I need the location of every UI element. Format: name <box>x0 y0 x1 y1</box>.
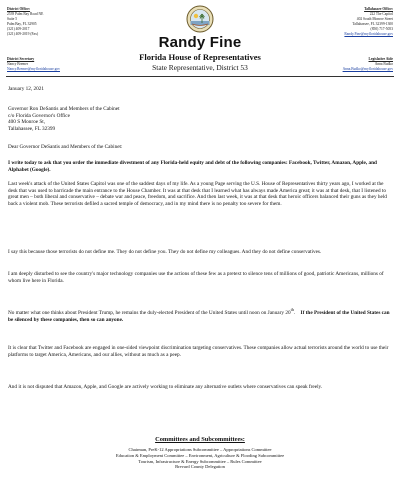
district-secretary-name: Nancy Bremer <box>7 61 29 66</box>
paragraph-president-bold: If the President of the United States can be silenced by these companies, then so can anyone. <box>8 310 390 323</box>
district-office-title: District Office: <box>7 7 31 11</box>
committee-line: Chairman, PreK-12 Appropriations Subcommittee – Appropriations Committee <box>128 447 272 452</box>
paragraph-terrorists: I say this because those terrorists do not define me. They do not define you. They do not define my colleagues. And they do not define conservatives. <box>8 249 322 256</box>
district-office-line: Palm Bay, FL 32905 <box>7 21 37 26</box>
legislative-aide-title: Legislative Aide <box>368 57 393 61</box>
paragraph-request: I write today to ask that you order the immediate divestment of any Florida-held equity and debt of the following companies: Facebook, Twitter, Amazon, Apple, and Alphabet (Google). <box>8 160 377 173</box>
paragraph-president: No matter what one thinks about President Trump, he remains the duly-elected President of the United States until noon on January 20th. If the President of the United States can be silenced by these companies, then so can anyone. <box>8 307 390 323</box>
address-line: 400 S Monroe St, <box>8 119 46 126</box>
tallahassee-office-line: Tallahassee, FL 32399-1300 <box>352 21 393 26</box>
recipient-address <box>8 106 392 132</box>
address-line: Governor Ron DeSantis and Members of the Cabinet <box>8 106 120 112</box>
chamber-name: Florida House of Representatives <box>139 52 261 62</box>
legislative-aide-email-link[interactable]: Anna.Budko@myfloridahouse.gov <box>342 66 393 71</box>
district-office-line: (321) 409-2017 <box>7 26 30 31</box>
committees-title: Committees and Subcommittees: <box>155 436 245 443</box>
committee-line: Education & Employment Committee – Environment, Agriculture & Flooding Subcommittee <box>115 452 285 458</box>
committee-line: Tourism, Infrastructure & Energy Subcommittee – Rules Committee <box>138 458 262 464</box>
letter-date: January 12, 2021 <box>8 86 45 92</box>
tallahassee-email-link[interactable]: Randy.Fine@myfloridahouse.gov <box>344 31 393 36</box>
paragraph-president-text: No matter what one thinks about President Trump, he remains the duly-elected President of the United States until noon on January 20 <box>8 310 291 316</box>
paragraph-capitol-attack: Last week's attack of the United States Capitol was one of the saddest days of my life. As a young Page serving the U.S. House of Representatives thirty years ago, I worked at the desk that was used to barricade the main entrance to the House Chamber. It was at that desk that I learned what has always made America great; it was at that desk, that I listened to great men – both liberal and conservative – debate war and peace, freedom, and sacrifice. And then last week, it was at that desk that heroic officers balanced their guns as they held back a violent mob. These terrorists defiled a sacred temple of democracy, and in my mind there is no penalty too severe for them. <box>8 181 387 208</box>
tallahassee-office-block <box>283 7 393 36</box>
tallahassee-office-title: Tallahassee Office: <box>364 7 393 11</box>
district-office-line: Suite 5 <box>7 16 18 21</box>
paragraph-president-sup: th <box>290 307 294 313</box>
district-secretary-email-link[interactable]: Nancy.Bremer@myfloridahouse.gov <box>7 66 60 71</box>
greeting: Dear Governor DeSantis and Members of the Cabinet: <box>8 144 123 150</box>
florida-house-seal-icon <box>186 5 214 33</box>
paragraph-viewpoint-discrimination: It is clear that Twitter and Facebook are engaged in one-sided viewpoint discrimination targeting conservatives. These companies allow actual terrorists around the world to use their platforms to target America, Americans, and our allies, without as much as a peep. <box>8 345 389 358</box>
district-secretary-title: District Secretary <box>7 57 35 61</box>
tallahassee-office-line: 222 The Capitol <box>369 11 393 16</box>
tallahassee-office-line: 402 South Monroe Street <box>356 16 393 21</box>
address-line: c/o Florida Governor's Office <box>8 112 70 119</box>
representative-name: Randy Fine <box>158 34 242 51</box>
legislative-aide-name: Anna Budko <box>374 61 393 66</box>
district-office-line: (321) 409-2019 (Fax) <box>7 31 39 36</box>
committee-line: Brevard County Delegation <box>175 464 225 470</box>
district-office-line: 2539 Palm Bay Road NE <box>7 11 44 16</box>
paragraph-alternative-outlets: And it is not disputed that Amazon, Apple, and Google are actively working to eliminate any alternative outlets where conservatives can speak freely. <box>8 384 323 391</box>
district-office-block <box>7 7 117 36</box>
address-line: Tallahassee, FL 32399 <box>8 125 56 132</box>
header-divider <box>6 76 394 77</box>
representative-district: State Representative, District 53 <box>152 63 248 72</box>
tallahassee-office-line: (850) 717-5053 <box>370 26 393 31</box>
paragraph-tech-companies: I am deeply disturbed to see the country's major technology companies use the actions of these few as a pretext to silence tens of millions of good, patriotic Americans, millions of whom live here in Florida. <box>8 271 384 284</box>
committees-block <box>0 436 400 470</box>
